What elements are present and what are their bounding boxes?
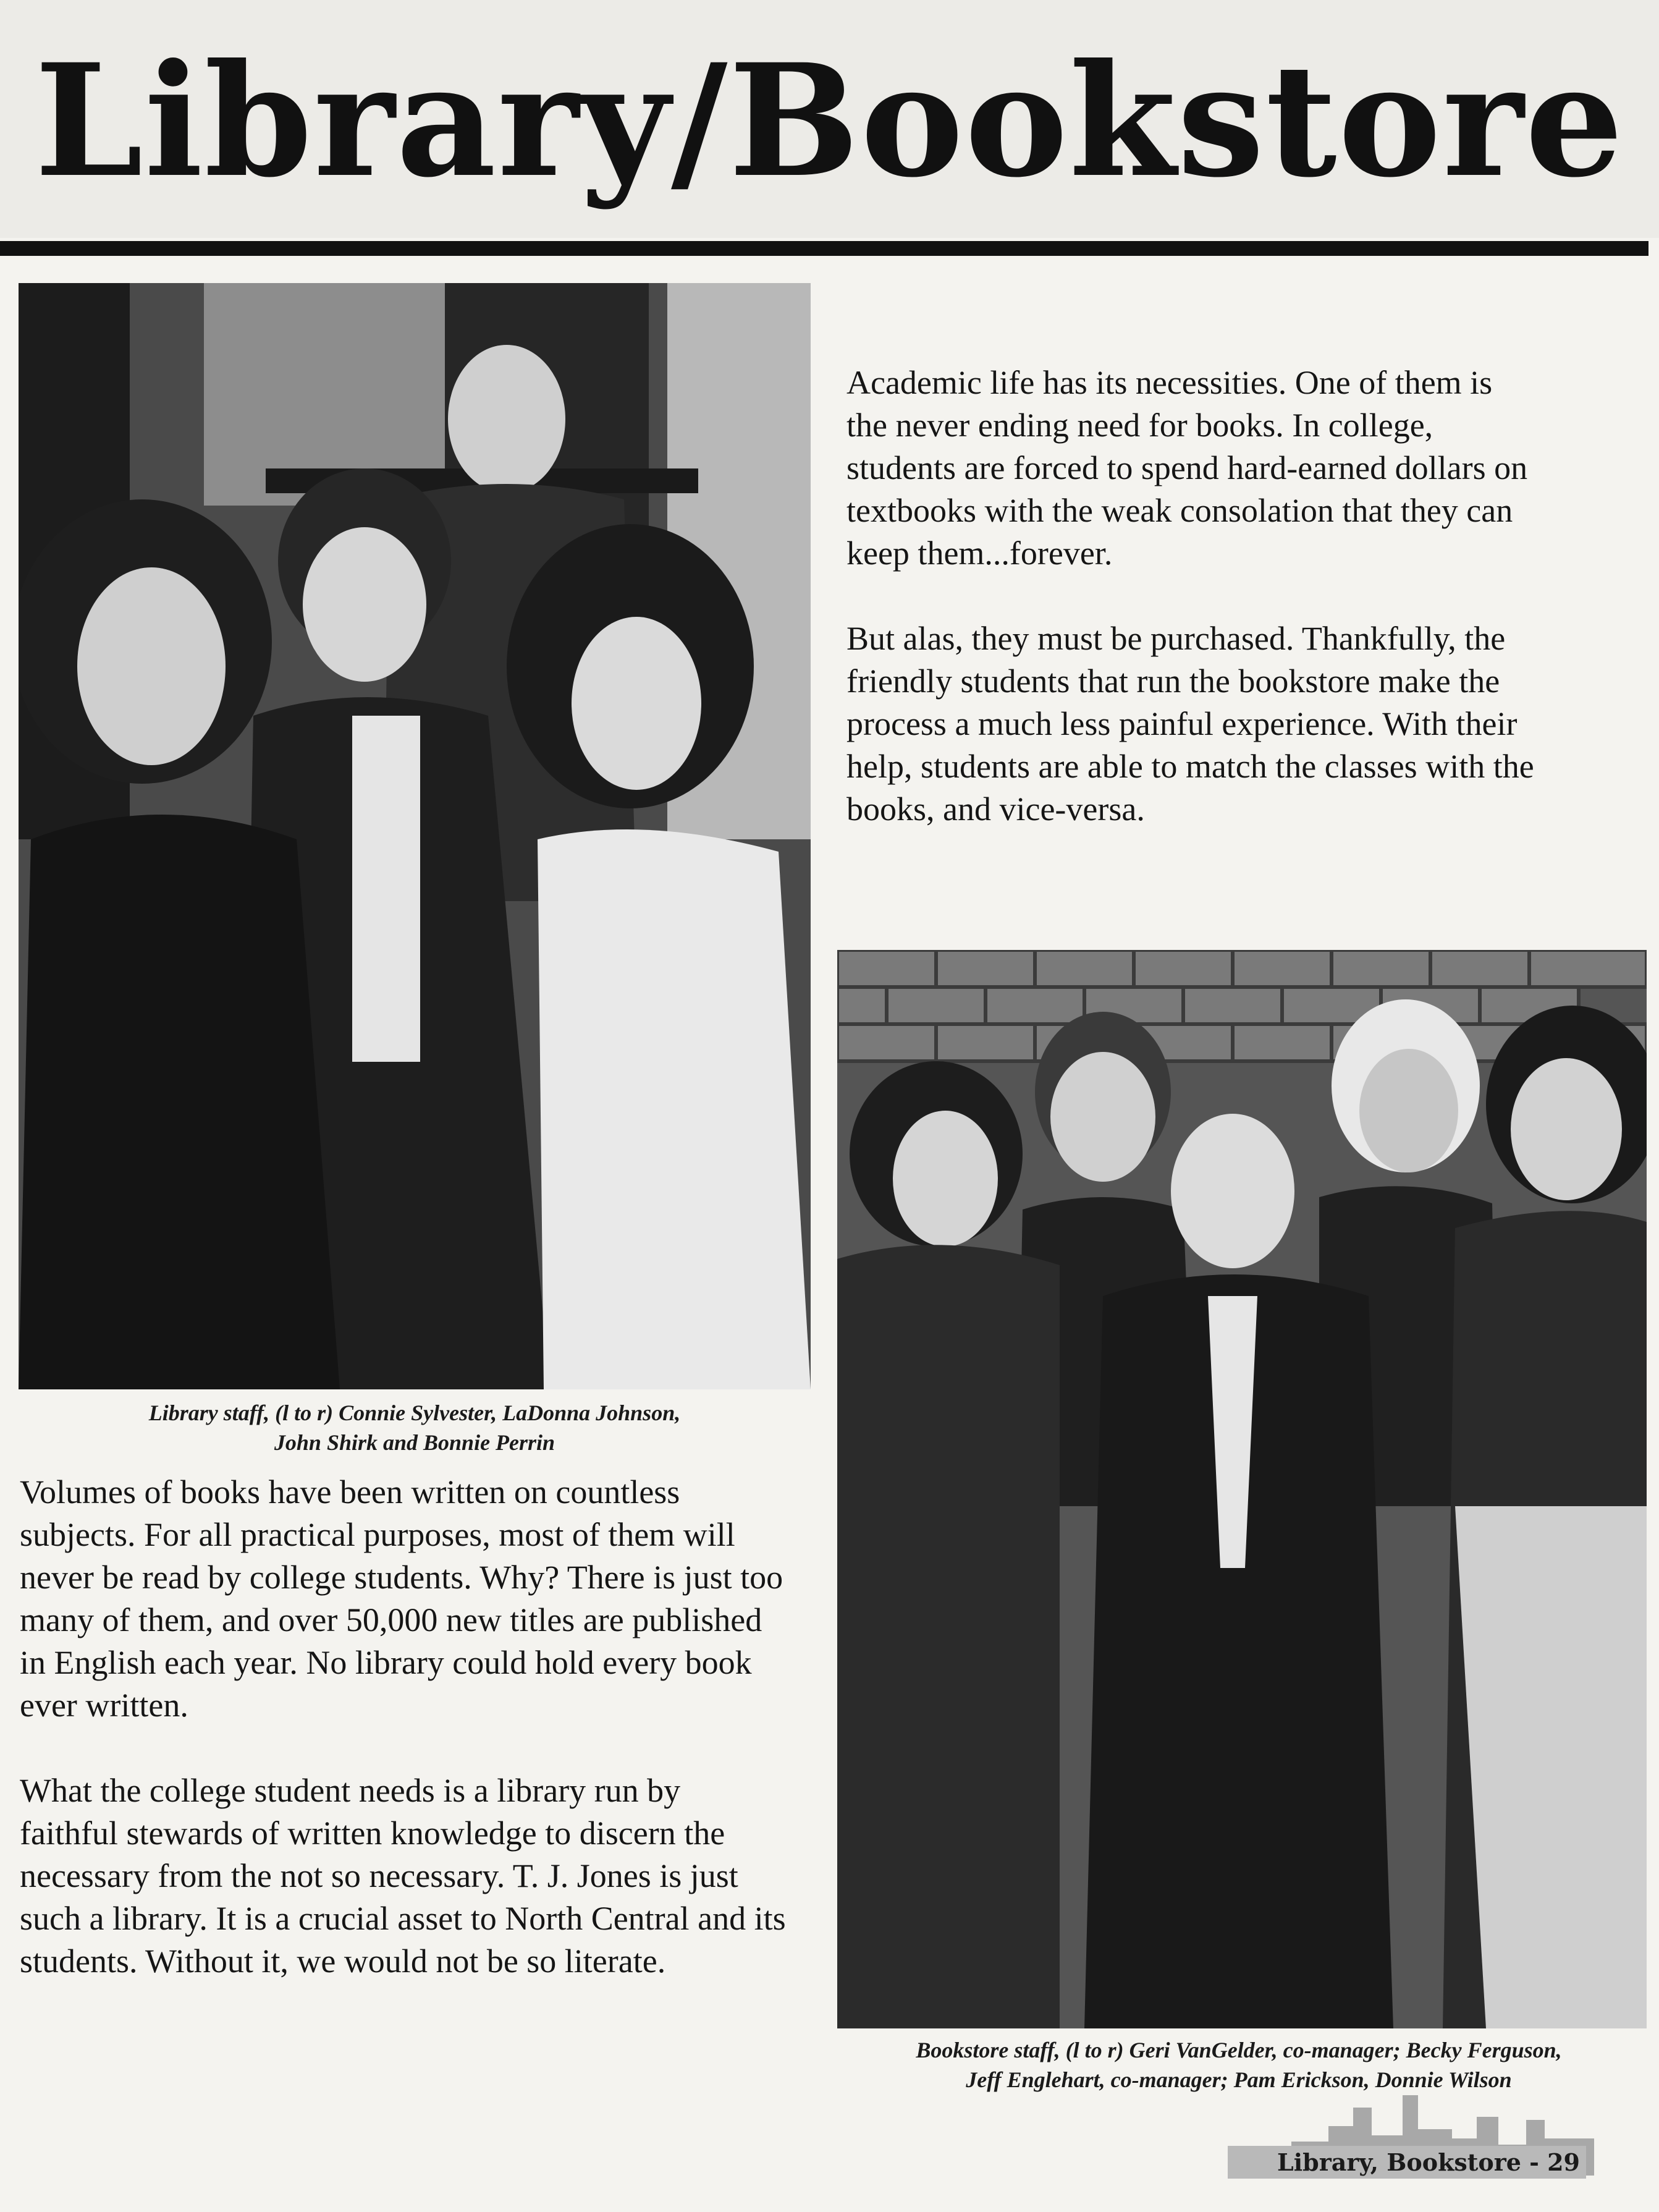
library-photo-illustration bbox=[19, 283, 811, 1389]
bookstore-paragraph-2: But alas, they must be purchased. Thankfully, the friendly students that run the bookstore make the process a much less painful experience. With their help, students are able to match the classes with the books, and vice-versa. bbox=[846, 620, 1534, 828]
bookstore-caption-line2: Jeff Englehart, co-manager; Pam Erickson, Donnie Wilson bbox=[966, 2067, 1512, 2092]
title-rule bbox=[0, 241, 1648, 256]
library-paragraph-1: Volumes of books have been written on countless subjects. For all practical purposes, most of them will never be read by college students. Why? There is just too many of them, and over 50,000 new titles are published in English each year. No library could hold every book ever written. bbox=[20, 1473, 783, 1724]
bookstore-staff-photo bbox=[837, 950, 1647, 2028]
bookstore-paragraph-1: Academic life has its necessities. One of them is the never ending need for books. In college, students are forced to spend hard-earned dollars on textbooks with the weak consolation that they can keep them...forever. bbox=[846, 364, 1528, 572]
library-photo-caption bbox=[19, 1398, 811, 1457]
bookstore-photo-illustration bbox=[837, 950, 1647, 2028]
bookstore-caption-line1: Bookstore staff, (l to r) Geri VanGelder, co-manager; Becky Ferguson, bbox=[916, 2038, 1562, 2062]
library-caption-line2: John Shirk and Bonnie Perrin bbox=[274, 1430, 555, 1455]
library-text bbox=[20, 1471, 786, 1983]
page-title: Library/Bookstore bbox=[34, 30, 1625, 211]
library-caption-line1: Library staff, (l to r) Connie Sylvester, LaDonna Johnson, bbox=[148, 1401, 681, 1425]
library-staff-photo bbox=[19, 283, 811, 1389]
page-folio: Library, Bookstore - 29 bbox=[1228, 2146, 1586, 2179]
bookstore-intro-text bbox=[846, 362, 1535, 831]
library-paragraph-2: What the college student needs is a library run by faithful stewards of written knowledge to discern the necessary from the not so necessary. T. J. Jones is just such a library. It is a crucial asset to North Central and its students. Without it, we would not be so literate. bbox=[20, 1772, 786, 1980]
